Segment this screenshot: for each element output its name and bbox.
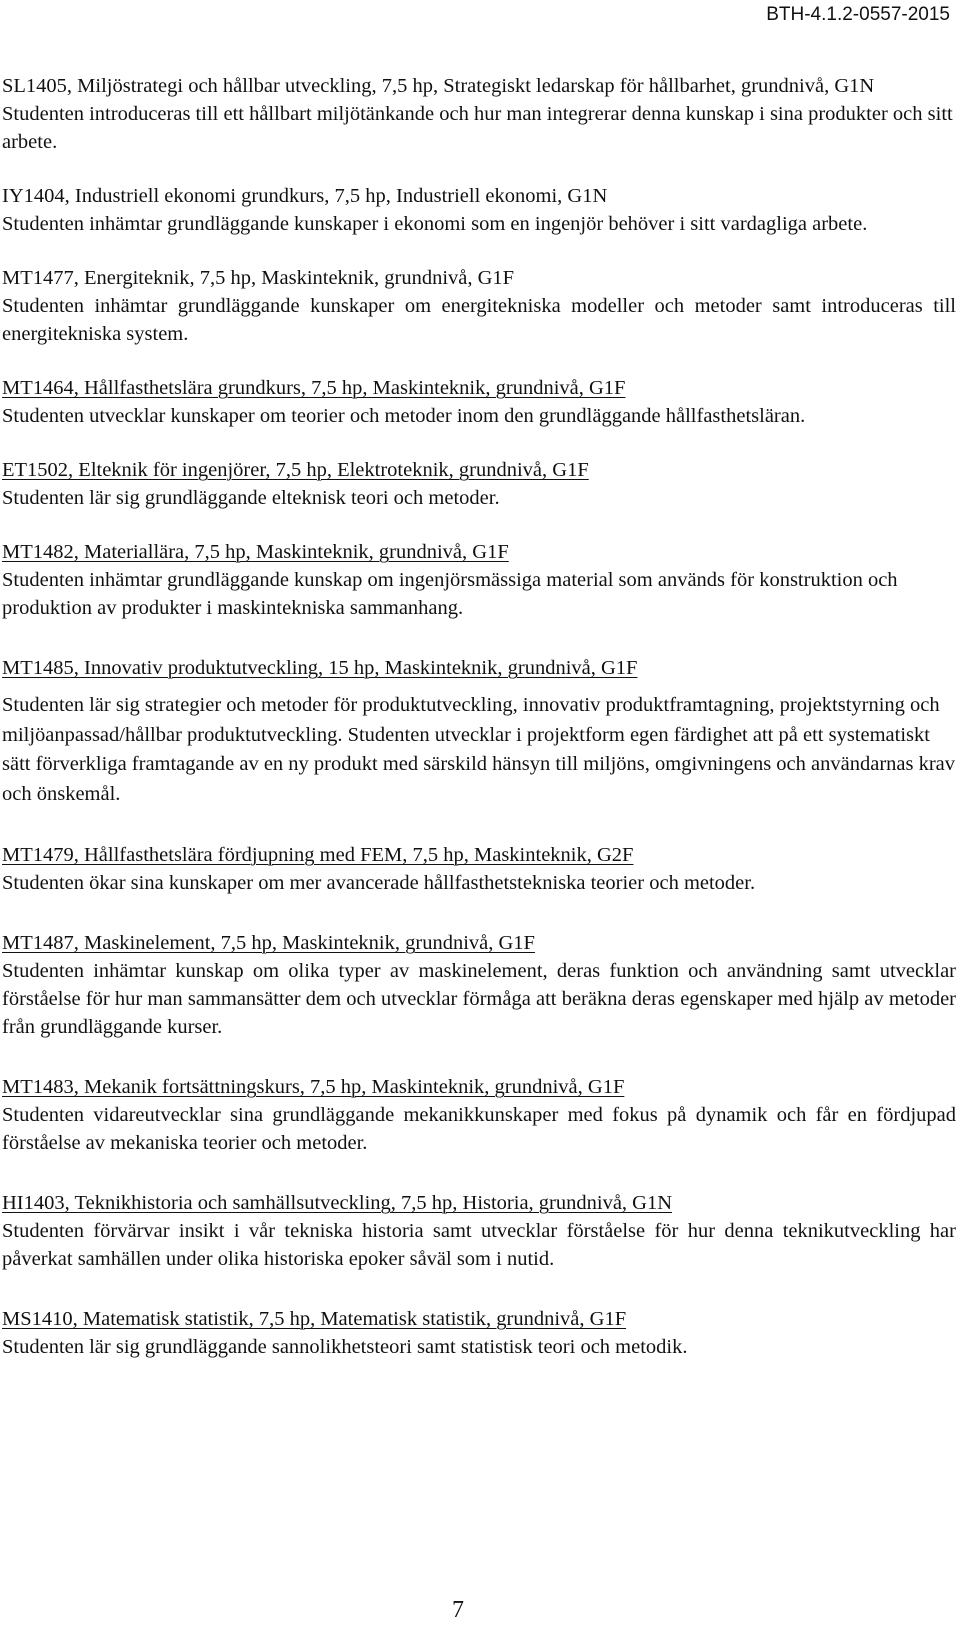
course-description: Studenten inhämtar grundläggande kunskap om ingenjörsmässiga material som används för konstruktion och produktion av produkter i maskintekniska sammanhang.: [2, 569, 898, 619]
course-title: MT1477, Energiteknik, 7,5 hp, Maskinteknik, grundnivå, G1F: [2, 267, 515, 289]
course-entry-hi1403: [2, 1189, 956, 1273]
course-description: Studenten lär sig strategier och metoder för produktutveckling, innovativ produktframtagning, projektstyrning och miljöanpassad/hållbar produktutveckling. Studenten utvecklar i projektform egen färdighet att på ett systematiskt sätt förverkliga framtagande av en ny produkt med särskild hänsyn till miljöns, omgivningens och användarnas krav och önskemål.: [2, 694, 956, 805]
page-number: 7: [452, 1597, 464, 1623]
course-entry-iy1404: [2, 182, 956, 238]
course-entry-mt1464: [2, 374, 956, 430]
course-entry-ms1410: [2, 1305, 956, 1361]
course-description: Studenten introduceras till ett hållbart miljötänkande och hur man integrerar denna kunskap i sina produkter och sitt arbete.: [2, 103, 953, 153]
course-entry-mt1485: [2, 654, 956, 809]
course-entry-mt1487: [2, 929, 956, 1041]
course-entry-mt1482: [2, 538, 956, 622]
course-description: Studenten vidareutvecklar sina grundläggande mekanikkunskaper med fokus på dynamik och får en fördjupad förståelse av mekaniska teorier och metoder.: [2, 1104, 956, 1154]
course-description: Studenten lär sig grundläggande elteknisk teori och metoder.: [2, 487, 500, 509]
course-title: SL1405, Miljöstrategi och hållbar utveckling, 7,5 hp, Strategiskt ledarskap för hållbarhet, grundnivå, G1N: [2, 75, 875, 97]
course-list: [2, 72, 956, 1387]
course-title: ET1502, Elteknik för ingenjörer, 7,5 hp, Elektroteknik, grundnivå, G1F: [2, 459, 589, 481]
course-title: HI1403, Teknikhistoria och samhällsutveckling, 7,5 hp, Historia, grundnivå, G1N: [2, 1192, 673, 1214]
course-title: MS1410, Matematisk statistik, 7,5 hp, Matematisk statistik, grundnivå, G1F: [2, 1308, 627, 1330]
course-description: Studenten förvärvar insikt i vår tekniska historia samt utvecklar förståelse för hur denna teknikutveckling har påverkat samhällen under olika historiska epoker såväl som i nutid.: [2, 1220, 956, 1270]
course-title: MT1479, Hållfasthetslära fördjupning med FEM, 7,5 hp, Maskinteknik, G2F: [2, 844, 634, 866]
course-description: Studenten inhämtar grundläggande kunskaper om energitekniska modeller och metoder samt introduceras till energitekniska system.: [2, 295, 956, 345]
course-entry-sl1405: [2, 72, 956, 156]
course-entry-et1502: [2, 456, 956, 512]
course-entry-mt1479: [2, 841, 956, 897]
course-title: MT1487, Maskinelement, 7,5 hp, Maskinteknik, grundnivå, G1F: [2, 932, 535, 954]
course-entry-mt1477: [2, 264, 956, 348]
course-description: Studenten inhämtar grundläggande kunskaper i ekonomi som en ingenjör behöver i sitt vardagliga arbete.: [2, 213, 868, 235]
course-description: Studenten utvecklar kunskaper om teorier och metoder inom den grundläggande hållfasthetsläran.: [2, 405, 806, 427]
course-title: MT1483, Mekanik fortsättningskurs, 7,5 hp, Maskinteknik, grundnivå, G1F: [2, 1076, 625, 1098]
course-description: Studenten lär sig grundläggande sannolikhetsteori samt statistisk teori och metodik.: [2, 1336, 688, 1358]
course-title: MT1464, Hållfasthetslära grundkurs, 7,5 hp, Maskinteknik, grundnivå, G1F: [2, 377, 626, 399]
course-title: MT1485, Innovativ produktutveckling, 15 hp, Maskinteknik, grundnivå, G1F: [2, 657, 638, 679]
document-id: BTH-4.1.2-0557-2015: [766, 4, 950, 25]
course-title: MT1482, Materiallära, 7,5 hp, Maskinteknik, grundnivå, G1F: [2, 541, 509, 563]
course-description: Studenten inhämtar kunskap om olika typer av maskinelement, deras funktion och användning samt utvecklar förståelse för hur man sammansätter dem och utvecklar förmåga att beräkna deras egenskaper med hjälp av metoder från grundläggande kurser.: [2, 960, 956, 1038]
course-entry-mt1483: [2, 1073, 956, 1157]
course-description: Studenten ökar sina kunskaper om mer avancerade hållfasthetstekniska teorier och metoder.: [2, 872, 756, 894]
course-title: IY1404, Industriell ekonomi grundkurs, 7,5 hp, Industriell ekonomi, G1N: [2, 185, 608, 207]
